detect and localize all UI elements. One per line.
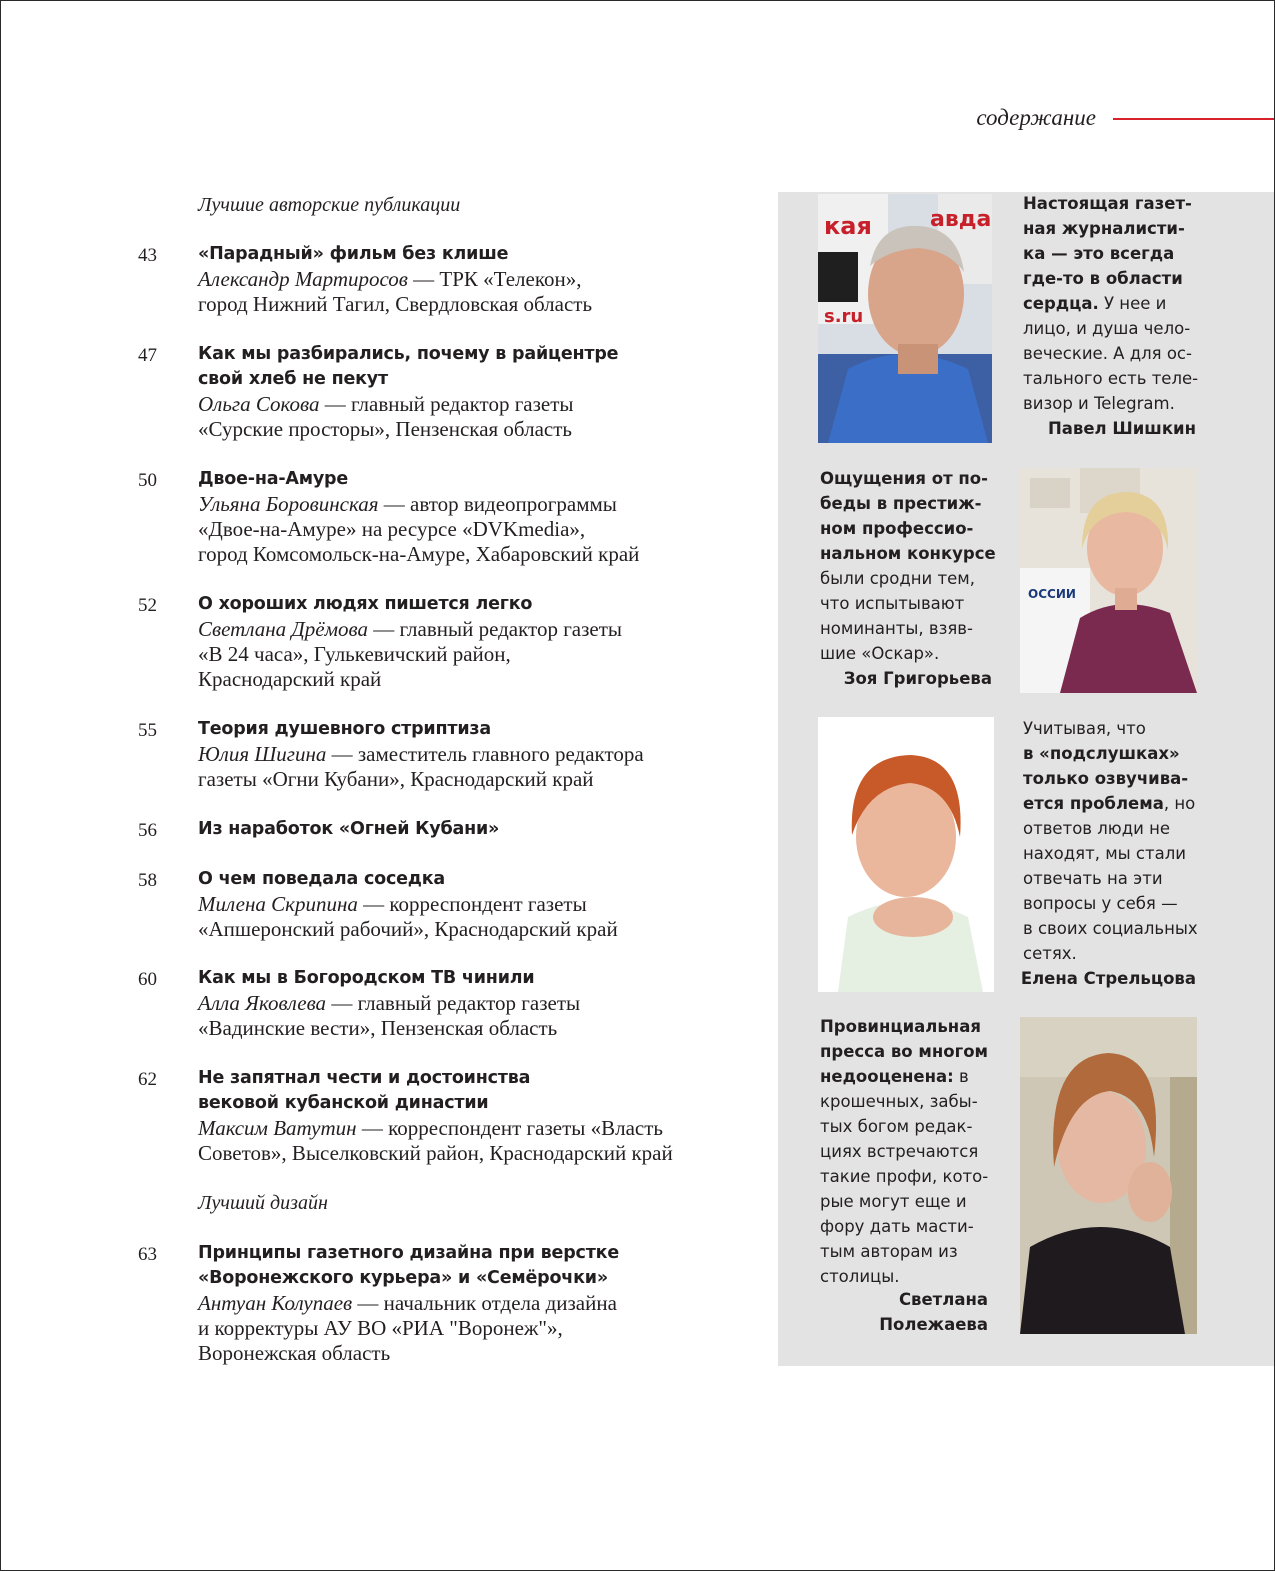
entry-title: Не запятнал чести и достоинства вековой кубанской династии [198,1068,531,1113]
entry-title: О чем поведала соседка [198,869,446,889]
entry-author: Ольга Сокова [198,392,320,416]
entry-title: Как мы в Богородском ТВ чинили [198,968,535,988]
page-number: 52 [138,595,157,616]
page-number: 43 [138,245,157,266]
quote-author: Зоя Григорьева [843,669,992,688]
entry-author: Алла Яковлева [198,991,327,1015]
entry-details: — главный редактор газеты «В 24 часа», Гулькевичский район, Краснодарский край [198,617,623,691]
portrait-photo [818,717,994,992]
entry-details: — заместитель главного редактора газеты «Огни Кубани», Краснодарский край [198,742,644,791]
entry-title: Теория душевного стриптиза [198,719,491,739]
page-number: 63 [138,1244,157,1265]
entry-title: Двое-на-Амуре [198,469,349,489]
entry-details: — ТРК «Телекон», город Нижний Тагил, Свердловская область [198,267,593,316]
quote-text: Ощущения от по- беды в престиж- ном профессио- нальном конкурсе были сродни тем, что испытывают номинанты, взяв- шие «Оскар». [820,469,996,663]
entry-title: «Парадный» фильм без клише [198,244,509,264]
entry-title: О хороших людях пишется легко [198,594,533,614]
quote-text: Провинциальная пресса во многом недооценена: в крошечных, забы- тых богом редак- циях встречаются такие профи, кото- рые могут еще и фору дать масти- тым авторам из столицы. [820,1017,989,1286]
entry-details: — корреспондент газеты «Власть Советов», Выселковский район, Краснодарский край [198,1116,673,1165]
portrait-photo [818,194,992,443]
entry-title: Как мы разбирались, почему в райцентре свой хлеб не пекут [198,344,619,389]
entry-details: — корреспондент газеты «Апшеронский рабочий», Краснодарский край [198,892,618,941]
entry-author: Юлия Шигина [198,742,327,766]
page-number: 47 [138,345,157,366]
entry-details: — главный редактор газеты «Вадинские вести», Пензенская область [198,991,581,1040]
entry-details: — начальник отдела дизайна и корректуры АУ ВО «РИА "Воронеж"», Воронежская область [198,1291,617,1365]
entry-details: — главный редактор газеты «Сурские просторы», Пензенская область [198,392,574,441]
entry-author: Светлана Дрёмова [198,617,368,641]
entry-author: Антуан Колупаев [198,1291,353,1315]
entry-title: Из наработок «Огней Кубани» [198,819,500,839]
quote-author: Светлана Полежаева [879,1290,988,1334]
entry-title: Принципы газетного дизайна при верстке «Воронежского курьера» и «Семёрочки» [198,1243,620,1288]
page-number: 62 [138,1069,157,1090]
svg-text:кая: кая [824,212,872,240]
section-heading-design: Лучший дизайн [198,1192,328,1214]
header-rule [1113,118,1274,120]
entry-author: Ульяна Боровинская [198,492,379,516]
svg-text:авда: авда [930,207,992,232]
page-header [901,105,1274,135]
quote-author: Павел Шишкин [1047,419,1196,438]
page-number: 55 [138,720,157,741]
quote-text: Учитывая, что в «подслушках» только озвучива- ется проблема, но ответов люди не находят, мы стали отвечать на эти вопросы у себя — в своих социальных сетях. [1023,719,1198,963]
section-heading-publications: Лучшие авторские публикации [198,194,461,216]
entry-author: Милена Скрипина [198,892,358,916]
svg-text:ОССИИ: ОССИИ [1028,587,1076,601]
page-number: 56 [138,820,157,841]
entry-details: — автор видеопрограммы «Двое-на-Амуре» на ресурсе «DVKmedia», город Комсомольск-на-Амуре, Хабаровский край [198,492,640,566]
entry-author: Максим Ватутин [198,1116,357,1140]
page-number: 58 [138,870,157,891]
section-label: содержание [976,105,1096,130]
svg-text:s.ru: s.ru [824,306,864,327]
page-number: 50 [138,470,157,491]
portrait-photo [1020,1017,1197,1334]
quote-text: Настоящая газет- ная журналисти- ка — это всегда где-то в области сердца. У нее и лицо, и душа чело- веческие. А для ос- тального есть теле- визор и Telegram. [1023,194,1199,413]
quotes-sidebar [778,192,1274,1366]
portrait-photo [1020,468,1197,693]
page-number: 60 [138,969,157,990]
entry-author: Александр Мартиросов [198,267,408,291]
quote-author: Елена Стрельцова [1020,969,1196,988]
